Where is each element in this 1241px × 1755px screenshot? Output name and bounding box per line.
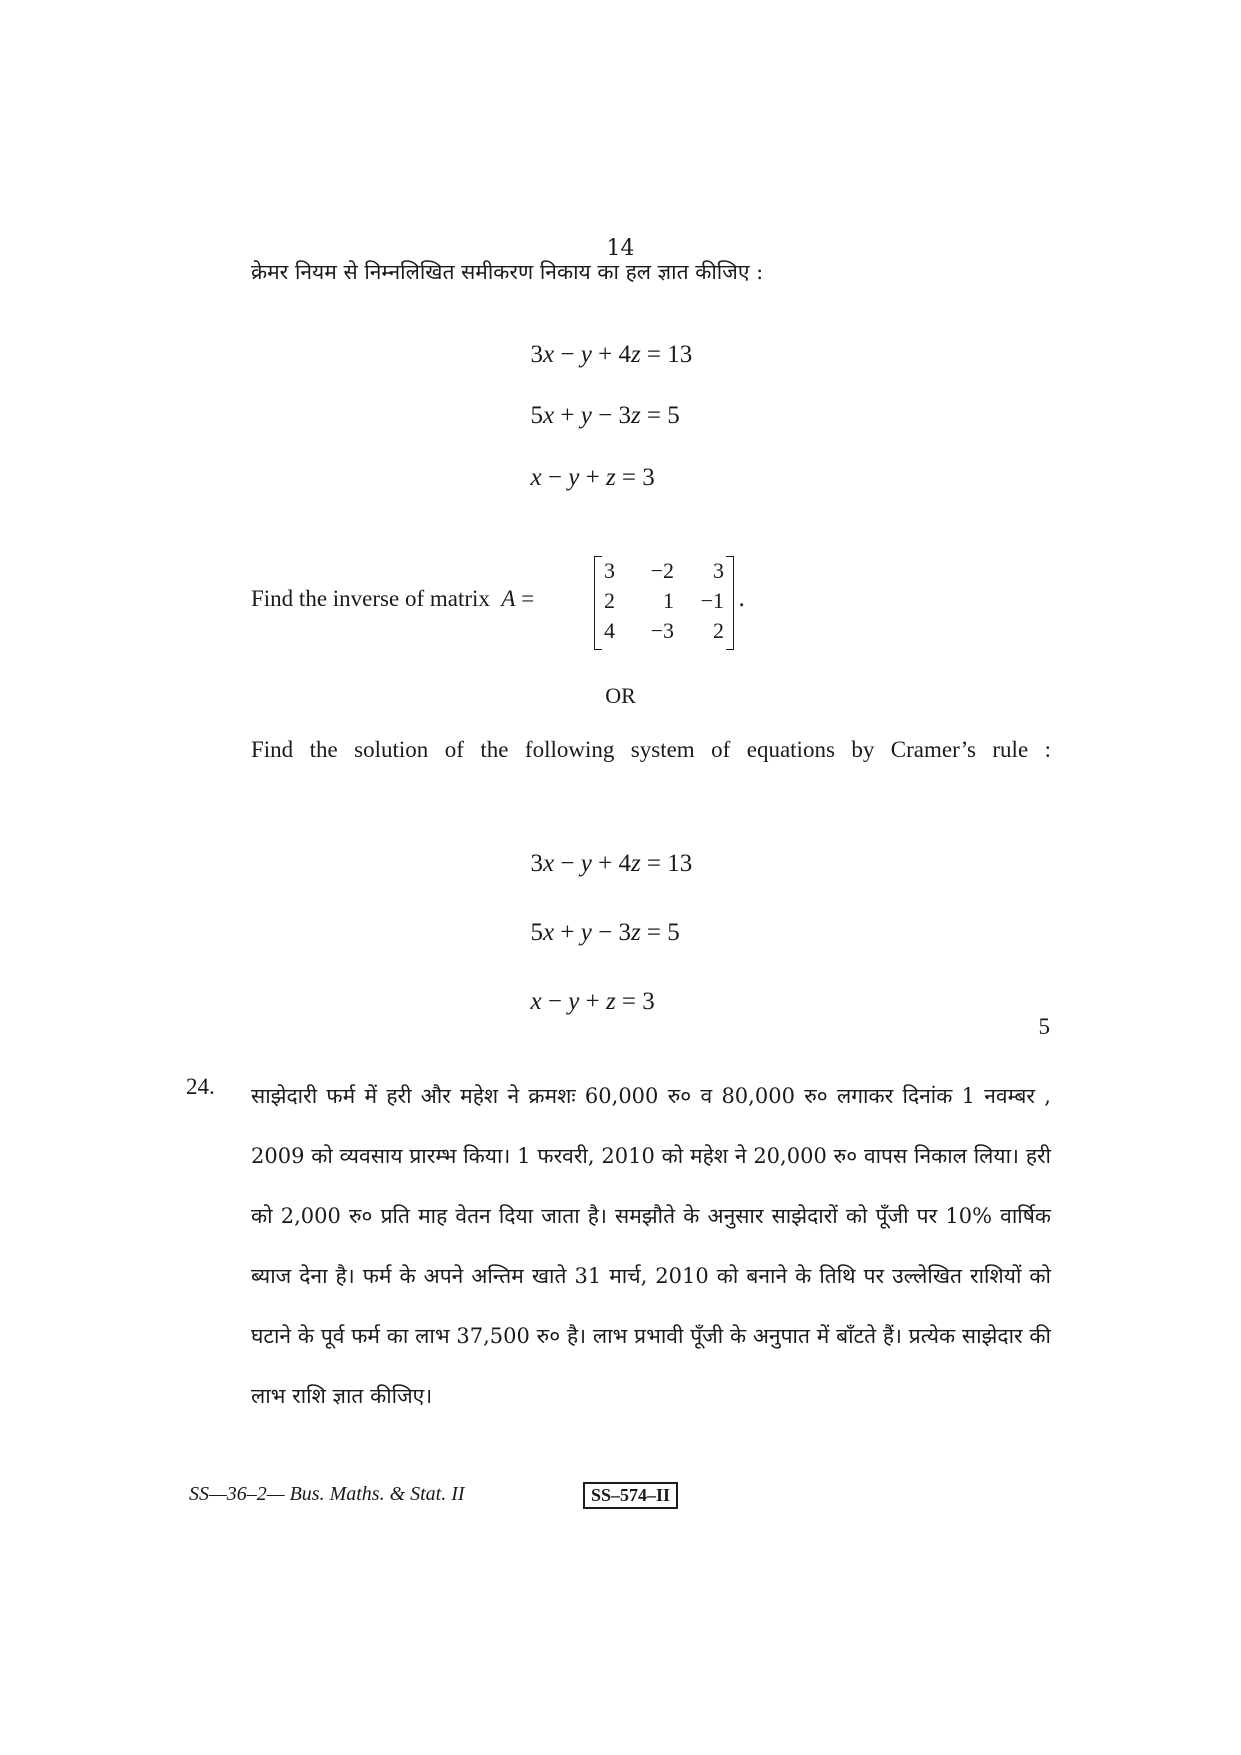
or-separator: OR [605,683,636,708]
matrix-cell: 2 [713,618,724,643]
footer-paper-title: SS—36–2— Bus. Maths. & Stat. II [189,1483,465,1505]
equation-1-hindi: 3x − y + 4z = 13 [530,341,693,368]
question-24-text: साझेदारी फर्म में हरी और महेश ने क्रमशः 60,000 रु० व 80,000 रु० लगाकर दिनांक 1 नवम्बर , 2009 को व्यवसाय प्रारम्भ किया। 1 फरवरी, 2010 को महेश ने 20,000 रु० वापस निकाल लिया। हरी को 2,000 रु० प्रति माह वेतन दिया जाता है। समझौते के अनुसार साझेदारों को पूँजी पर 10% वार्षिक ब्याज देना है। फर्म के अपने अन्तिम खाते 31 मार्च, 2010 को बनाने के तिथि पर उल्लेखित राशियों को घटाने के पूर्व फर्म का लाभ 37,500 रु० है। लाभ प्रभावी पूँजी के अनुपात में बाँटते हैं। प्रत्येक साझेदार की लाभ राशि ज्ञात कीजिए। [251,1084,1051,1408]
matrix-left-bracket [594,556,602,650]
matrix-cell: −1 [700,588,724,613]
matrix-cell: −2 [650,558,674,583]
equation-3-english: x − y + z = 3 [530,988,655,1015]
matrix-cell: 1 [663,588,674,613]
footer-paper-code: SS–574–II [583,1482,678,1509]
matrix-period: . [738,586,746,612]
matrix-a [594,556,734,648]
equation-2-english: 5x + y − 3z = 5 [530,919,680,946]
matrix-cell: 3 [604,558,615,583]
inverse-question-label: Find the inverse of matrix A = [251,586,535,611]
equation-3-hindi: x − y + z = 3 [530,464,655,491]
question-number: 24. [186,1074,215,1099]
matrix-cell: 4 [604,618,615,643]
matrix-cell: −3 [650,618,674,643]
matrix-cell: 3 [713,558,724,583]
matrix-grid [604,556,724,646]
english-question-prompt: Find the solution of the following system of equations by Cramer’s rule : [251,737,1051,762]
matrix-right-bracket [726,556,734,650]
equation-1-english: 3x − y + 4z = 13 [530,850,693,877]
marks: 5 [1038,1014,1050,1039]
equation-2-hindi: 5x + y − 3z = 5 [530,402,680,429]
page-number: 14 [606,236,635,261]
hindi-question-prompt: क्रेमर नियम से निम्नलिखित समीकरण निकाय का हल ज्ञात कीजिए : [251,260,764,284]
matrix-cell: 2 [604,588,615,613]
